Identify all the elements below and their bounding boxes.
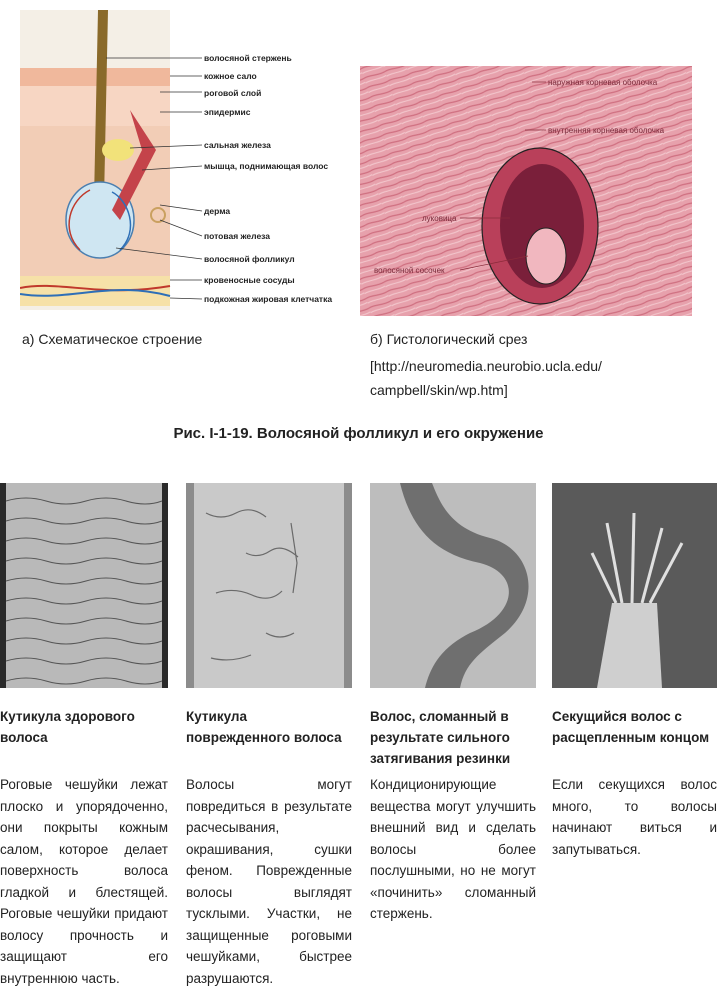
- column-body-healthy: Роговые чешуйки лежат плоско и упорядоченно, они покрыты кожным салом, которое делает поверхность волоса гладкой и блестящей. Роговые чешуйки придают волосу прочность и защищают его внутреннюю часть.: [0, 777, 168, 986]
- figure-title: Рис. I-1-19. Волосяной фолликул и его окружение: [173, 425, 544, 442]
- broken-hair-image: [370, 483, 536, 688]
- column-title-broken: Волос, сломанный в результате сильного затягивания резинки: [370, 709, 511, 766]
- label-inner-root-sheath: внутренняя корневая оболочка: [548, 126, 665, 135]
- histology-figure: [360, 66, 692, 316]
- column-title-split: Секущийся волос с расщепленным концом: [552, 709, 710, 745]
- label-sebum: кожное сало: [204, 71, 257, 81]
- photo-healthy-cuticle: [0, 483, 168, 688]
- skin-schematic-illustration: [20, 10, 340, 310]
- label-hair-shaft: волосяной стержень: [204, 53, 292, 63]
- photo-damaged-cuticle: [186, 483, 352, 688]
- label-hair-follicle: волосяной фолликул: [204, 254, 295, 264]
- label-outer-root-sheath: наружная корневая оболочка: [548, 78, 658, 87]
- label-epidermis: эпидермис: [204, 107, 251, 117]
- schematic-figure: [20, 10, 340, 310]
- label-dermal-papilla: волосяной сосочек: [374, 266, 445, 275]
- label-stratum-corneum: роговой слой: [204, 88, 262, 98]
- photo-split-end: [552, 483, 717, 688]
- column-body-damaged: Волосы могут повредиться в результате расчесывания, окрашивания, сушки феном. Поврежденные волосы выглядят тусклыми. Участки, не защищенные роговыми чешуйками, быстрее разрушаются.: [186, 777, 352, 986]
- reference-url: [370, 354, 602, 402]
- split-end-image: [552, 483, 717, 688]
- damaged-cuticle-image: [186, 483, 352, 688]
- column-body-broken: Кондиционирующие вещества могут улучшить внешний вид и сделать волосы более послушными, но не могут «починить» сломанный стержень.: [370, 777, 536, 921]
- photo-broken-hair: [370, 483, 536, 688]
- histology-caption: б) Гистологический срез: [370, 331, 528, 347]
- healthy-cuticle-image: [0, 483, 168, 688]
- label-sebaceous-gland: сальная железа: [204, 140, 271, 150]
- label-subcutaneous-fat: подкожная жировая клетчатка: [204, 294, 333, 304]
- label-dermis: дерма: [204, 206, 231, 216]
- column-title-healthy: Кутикула здорового волоса: [0, 709, 135, 745]
- label-sweat-gland: потовая железа: [204, 231, 271, 241]
- label-arrector-muscle: мышца, поднимающая волос: [204, 161, 329, 171]
- reference-line-1: [http://neuromedia.neurobio.ucla.edu/: [370, 358, 602, 374]
- reference-line-2: campbell/skin/wp.htm]: [370, 382, 508, 398]
- label-blood-vessels: кровеносные сосуды: [204, 275, 295, 285]
- column-title-damaged: Кутикула поврежденного волоса: [186, 709, 342, 745]
- label-bulb: луковица: [422, 214, 457, 223]
- column-body-split: Если секущихся волос много, то волосы начинают виться и запутываться.: [552, 777, 717, 857]
- schematic-caption: а) Схематическое строение: [22, 331, 203, 347]
- histology-section-image: [360, 66, 692, 316]
